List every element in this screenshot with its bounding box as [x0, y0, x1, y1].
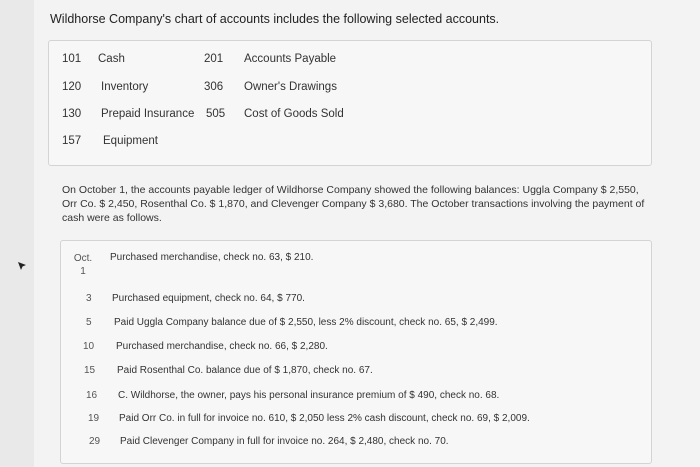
account-number: 201: [204, 53, 224, 65]
account-name: Prepaid Insurance: [101, 108, 195, 120]
account-number: 101: [62, 53, 82, 65]
transaction-description: C. Wildhorse, the owner, pays his personal insurance premium of $ 490, check no. 68.: [118, 390, 500, 401]
ledger-paragraph: On October 1, the accounts payable ledger of Wildhorse Company showed the following balances: Uggla Company $ 2,550, Orr Co. $ 2,450, Rosenthal Co. $ 1,870, and Clevenger Company $ 3,680. The October transactions involving the payment of cash were as follows.: [62, 184, 645, 224]
transaction-date: 29: [89, 436, 101, 447]
transaction-date: 3: [86, 293, 92, 304]
account-name: Cash: [98, 53, 125, 65]
account-name: Cost of Goods Sold: [244, 108, 344, 120]
transaction-description: Purchased merchandise, check no. 63, $ 210.: [110, 252, 314, 263]
transaction-description: Paid Orr Co. in full for invoice no. 610, $ 2,050 less 2% cash discount, check no. 69, $ 2,009.: [119, 413, 530, 424]
account-number: 120: [62, 81, 82, 93]
mouse-pointer-icon: [18, 262, 26, 270]
transaction-date: 15: [84, 365, 96, 376]
transaction-date: 16: [86, 390, 98, 401]
account-number: 306: [204, 81, 224, 93]
account-name: Accounts Payable: [244, 53, 337, 65]
transaction-date: 19: [88, 413, 100, 424]
account-number: 157: [62, 135, 82, 147]
account-name: Inventory: [101, 81, 149, 93]
transaction-description: Purchased merchandise, check no. 66, $ 2,280.: [116, 341, 328, 352]
account-name: Owner's Drawings: [244, 81, 337, 93]
transaction-date: 5: [86, 317, 92, 328]
transaction-description: Paid Rosenthal Co. balance due of $ 1,870, check no. 67.: [117, 365, 373, 376]
transaction-date: 10: [83, 341, 95, 352]
transaction-date: Oct. 1: [73, 253, 93, 277]
transaction-description: Paid Clevenger Company in full for invoice no. 264, $ 2,480, check no. 70.: [120, 436, 449, 447]
account-number: 130: [62, 108, 82, 120]
transactions-box: [60, 240, 652, 464]
transaction-description: Paid Uggla Company balance due of $ 2,550, less 2% discount, check no. 65, $ 2,499.: [114, 317, 498, 328]
transaction-description: Purchased equipment, check no. 64, $ 770.: [112, 293, 305, 304]
chart-of-accounts-box: [48, 40, 652, 166]
account-name: Equipment: [103, 135, 158, 147]
question-title: Wildhorse Company's chart of accounts includes the following selected accounts.: [50, 12, 500, 26]
account-number: 505: [206, 108, 226, 120]
